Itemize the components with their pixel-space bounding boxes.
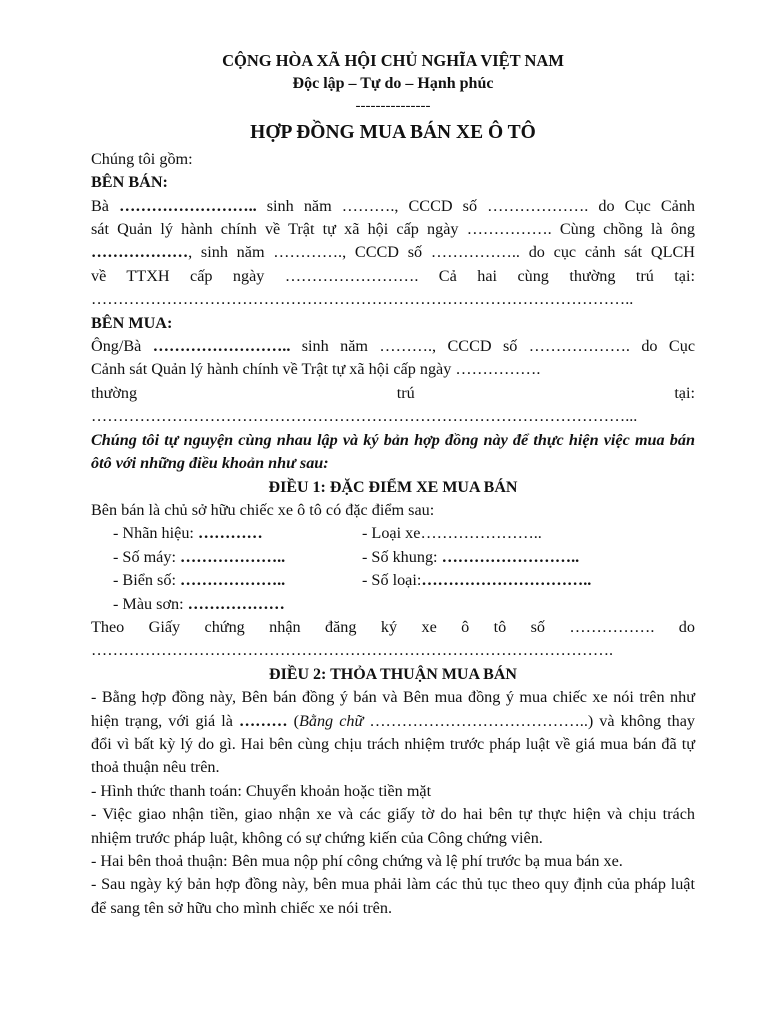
agreement-statement: Chúng tôi tự nguyện cùng nhau lập và ký bản hợp đồng này để thực hiện việc mua bán ôtô với những điều khoản như sau:: [91, 430, 695, 473]
seller-line-2: sát Quản lý hành chính về Trật tự xã hội cấp ngày ……………. Cùng chồng là ông: [91, 220, 695, 239]
vehicle-type-field: - Loại xe…………………..: [362, 524, 542, 543]
brand-field: - Nhãn hiệu: …………: [113, 524, 263, 543]
article-2-heading: ĐIỀU 2: THỎA THUẬN MUA BÁN: [269, 665, 517, 683]
handover-clause: - Việc giao nhận tiền, giao nhận xe và các giấy tờ do hai bên tự thực hiện và chịu trách nhiệm trước pháp luật, không có sự chứng kiến của Công chứng viên.: [91, 805, 695, 847]
motto: Độc lập – Tự do – Hạnh phúc: [292, 75, 494, 93]
article-1-heading: ĐIỀU 1: ĐẶC ĐIỂM XE MUA BÁN: [268, 478, 518, 496]
seller-heading: BÊN BÁN:: [91, 173, 168, 192]
buyer-line-3: thường trú tại:: [91, 383, 695, 402]
vehicle-details: [91, 522, 695, 616]
registration-dots: …………………………………………………………………………………….: [91, 641, 614, 660]
seller-line-1: Bà …………………….. sinh năm ………., CCCD số ………………. do Cục Cảnh: [91, 196, 696, 215]
intro-text: Chúng tôi gồm:: [91, 149, 193, 168]
nation-heading: CỘNG HÒA XÃ HỘI CHỦ NGHĨA VIỆT NAM: [222, 51, 564, 70]
chassis-number-field: - Số khung: ……………………..: [362, 547, 580, 566]
buyer-address-dots: ………………………………………………………………………………………...: [91, 407, 638, 426]
fee-clause: - Hai bên thoả thuận: Bên mua nộp phí công chứng và lệ phí trước bạ mua bán xe.: [91, 852, 623, 870]
seller-line-4: về TTXH cấp ngày ……………………. Cả hai cùng thường trú tại:: [91, 266, 695, 285]
seller-line-3: ………………, sinh năm …………., CCCD số …………….. do cục cảnh sát QLCH: [91, 243, 695, 262]
article-1-intro: Bên bán là chủ sở hữu chiếc xe ô tô có đặc điểm sau:: [91, 500, 435, 519]
registration-line: Theo Giấy chứng nhận đăng ký xe ô tô số ……………. do: [91, 617, 695, 636]
buyer-heading: BÊN MUA:: [91, 313, 173, 332]
buyer-line-1: Ông/Bà …………………….. sinh năm ………., CCCD số ………………. do Cục: [91, 337, 696, 356]
plate-number-field: - Biển số: ………………..: [113, 571, 286, 590]
engine-number-field: - Số máy: ………………..: [113, 547, 286, 566]
transfer-clause: - Sau ngày ký bản hợp đồng này, bên mua phải làm các thủ tục theo quy định của pháp luật để sang tên sở hữu cho mình chiếc xe nói trên.: [91, 875, 695, 917]
color-field: - Màu sơn: ………………: [113, 594, 285, 613]
payment-clause: - Hình thức thanh toán: Chuyển khoản hoặc tiền mặt: [91, 781, 432, 800]
document-title: HỢP ĐỒNG MUA BÁN XE Ô TÔ: [250, 121, 536, 143]
separator: ---------------: [355, 97, 431, 114]
price-clause: - Bằng hợp đồng này, Bên bán đồng ý bán và Bên mua đồng ý mua chiếc xe nói trên như hiện trạng, với giá là ……… (Bằng chữ …………………………………..) và không thay đổi vì bất kỳ lý do gì. Hai bên cùng chịu trách nhiệm trước pháp luật về giá mua bán đã tự thoả thuận nêu trên.: [91, 688, 696, 777]
model-number-field: - Số loại:…………………………..: [362, 571, 592, 590]
seller-address-dots: ………………………………………………………………………………………..: [91, 290, 634, 309]
buyer-line-2: Cảnh sát Quản lý hành chính về Trật tự xã hội cấp ngày …………….: [91, 360, 541, 379]
